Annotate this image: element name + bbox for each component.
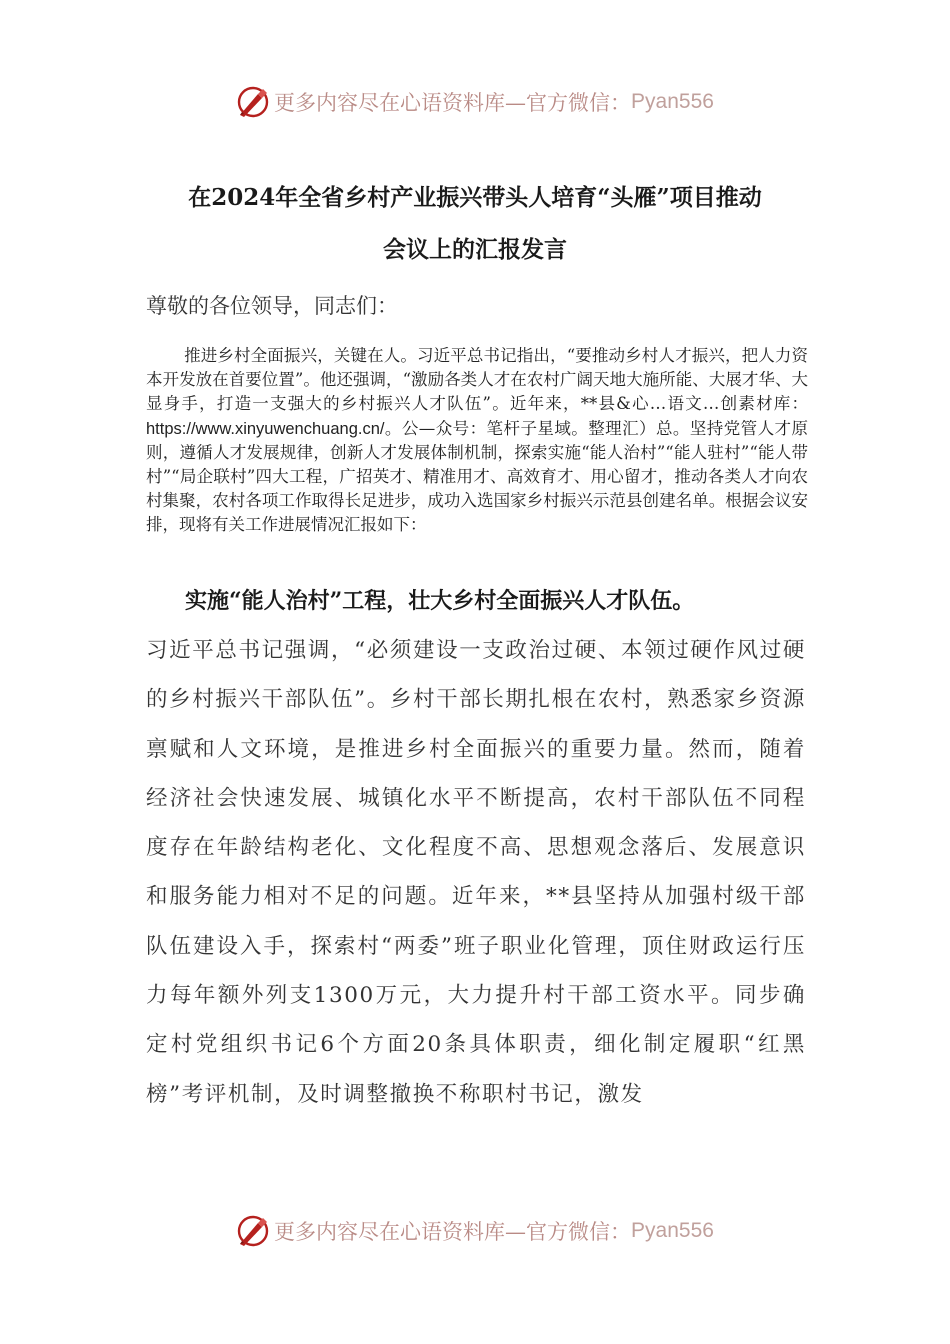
section-body: 习近平总书记强调，“必须建设一支政治过硬、本领过硬作风过硬的乡村振兴干部队伍”。乡村干部长期扎根在农村，熟悉家乡资源禀赋和人文环境，是推进乡村全面振兴的重要力量。然而，随着经济社会快速发展、城镇化水平不断提高，农村干部队伍不同程度存在年龄结构老化、文化程度不高、思想观念落后、发展意识和服务能力相对不足的问题。近年来，**县坚持从加强村级干部队伍建设入手，探索村“两委”班子职业化管理，顶住财政运行压力每年额外列支1300万元，大力提升村干部工资水平。同步确定村党组织书记6个方面20条具体职责，细化制定履职“红黑榜”考评机制，及时调整撤换不称职村书记，激发 [146, 638, 806, 1107]
source-url: https://www.xinyuwenchuang.cn/ [146, 419, 385, 438]
header-watermark-banner [0, 82, 950, 122]
wechat-id: Pyan556 [631, 90, 714, 113]
banner-text: 更多内容尽在心语资料库—官方微信： [274, 1220, 632, 1244]
intro-text-1: 推进乡村全面振兴，关键在人。习近平总书记指出，“要推动乡村人才振兴，把人力资本开发放在首要位置”。他还强调，“激励各类人才在农村广阔天地大施所能、大展才华、大显身手，打造一支强大的乡村振兴人才队伍”。近年来，**县&心…语文…创素材库： [146, 346, 808, 414]
document-title-line-2: 会议上的汇报发言 [383, 236, 567, 263]
footer-watermark-banner [0, 1211, 950, 1251]
banner-text: 更多内容尽在心语资料库—官方微信： [274, 91, 632, 115]
pen-logo-icon [236, 85, 270, 119]
salutation: 尊敬的各位领导，同志们： [146, 294, 398, 318]
section-heading: 实施“能人治村”工程，壮大乡村全面振兴人才队伍。 [185, 588, 695, 614]
pen-logo-icon [236, 1214, 270, 1248]
wechat-id: Pyan556 [631, 1219, 714, 1242]
document-title-line-1: 在2024年全省乡村产业振兴带头人培育“头雁”项目推动 [188, 184, 762, 211]
intro-paragraph [146, 344, 808, 538]
intro-text-2: 。公—众号：笔杆子星域。整理汇）总。坚持党管人才原则，遵循人才发展规律，创新人才发展体制机制，探索实施“能人治村”“能人驻村”“能人带村”“局企联村”四大工程，广招英才、精准用才、高效育才、用心留才，推动各类人才向农村集聚，农村各项工作取得长足进步，成功入选国家乡村振兴示范县创建名单。根据会议安排，现将有关工作进展情况汇报如下： [146, 418, 808, 535]
